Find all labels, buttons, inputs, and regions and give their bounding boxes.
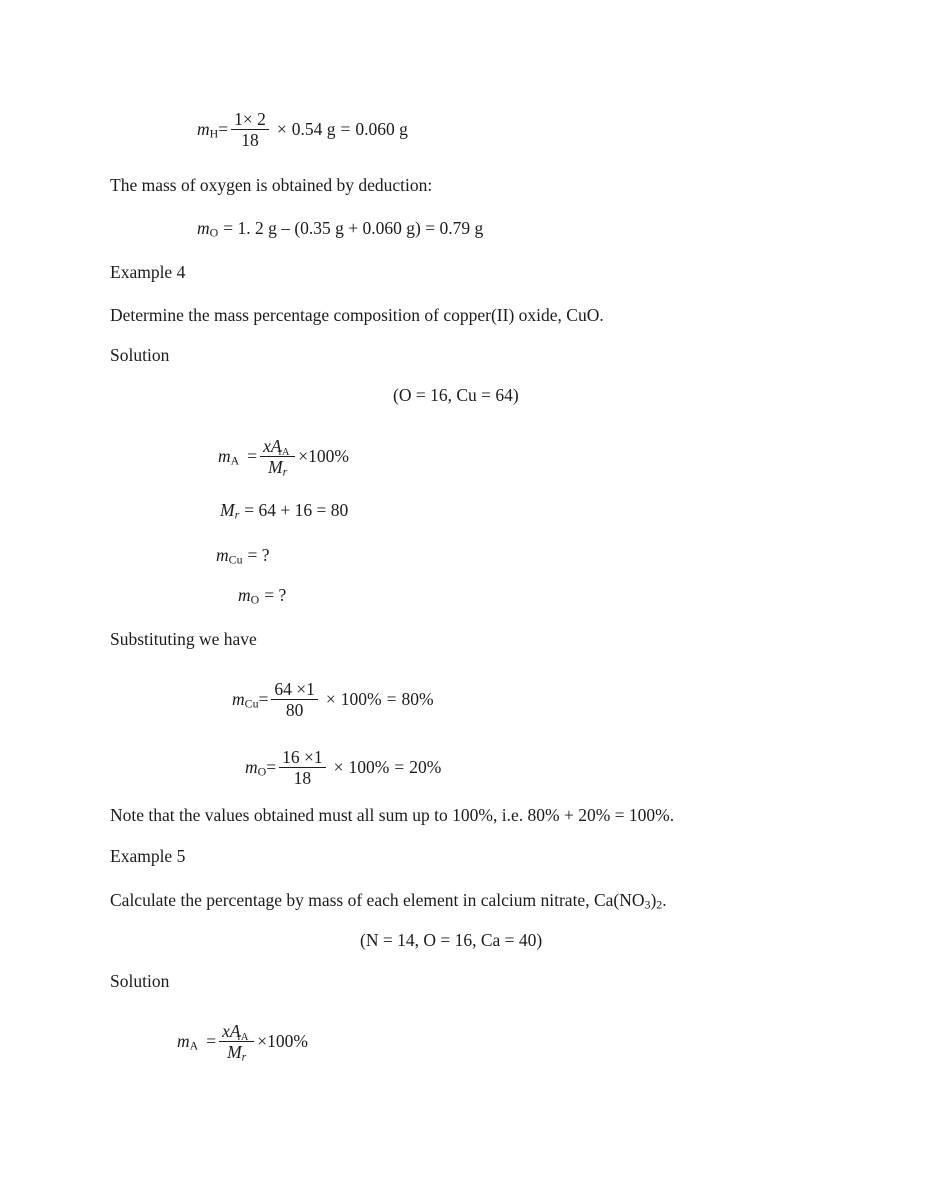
paragraph-note-sum: Note that the values obtained must all sum up to 100%, i.e. 80% + 20% = 100%. (110, 805, 675, 825)
heading-solution-1: Solution (110, 345, 170, 365)
factor-value: 0.54 g (291, 119, 336, 140)
fraction-numerator-x-ar: xArA (263, 436, 290, 458)
equation-m-o-unknown (238, 585, 286, 606)
equation-mass-hydrogen (197, 110, 408, 150)
factor-value: 100% (348, 757, 390, 778)
fraction-denominator-mr: $M_r$ (260, 456, 295, 476)
paragraph-example-5-question (110, 890, 667, 911)
equation-body: = ? (247, 545, 270, 565)
subscript-2: 2 (656, 897, 663, 912)
variable-m-o: $m_O$ (197, 218, 219, 240)
multiplication-sign: × (276, 119, 287, 140)
equation-general-percentage-formula-1 (218, 437, 349, 477)
fraction-numerator: 1× 2 (234, 109, 266, 129)
factor-value: 100% (340, 689, 382, 710)
fraction-denominator-mr: $M_r$ (219, 1041, 254, 1061)
times-100-percent: ×100% (298, 446, 349, 467)
fraction-denominator: 18 (231, 129, 269, 149)
fraction-numerator-x-ar: xArA (222, 1021, 249, 1043)
equation-m-cu-substituted (232, 680, 434, 720)
variable-m-h: $m_H$ (197, 119, 219, 141)
multiplication-sign: × (333, 757, 344, 778)
heading-example-4: Example 4 (110, 262, 186, 282)
fraction-64x1-over-80 (271, 680, 318, 720)
heading-example-5: Example 5 (110, 846, 186, 866)
times-100-percent: ×100% (257, 1031, 308, 1052)
fraction-denominator: 18 (279, 767, 326, 787)
subscript-3: 3 (644, 897, 651, 912)
equation-mass-oxygen-deduction (197, 218, 483, 239)
equals-sign: = (218, 119, 229, 140)
equation-m-cu-unknown (216, 545, 270, 566)
paragraph-oxygen-deduction-intro: The mass of oxygen is obtained by deduction: (110, 175, 433, 195)
fraction-denominator: 80 (271, 699, 318, 719)
fraction-numerator: 16 ×1 (282, 747, 323, 767)
fraction-xAr-over-Mr (260, 437, 295, 477)
paragraph-substituting: Substituting we have (110, 629, 257, 649)
equals-sign-2: = (394, 757, 405, 778)
question-text-post: . (662, 890, 667, 910)
equals-sign: = (206, 1031, 217, 1052)
fraction-numerator: 64 ×1 (274, 679, 315, 699)
fraction-1x2-over-18 (231, 110, 269, 150)
result-value: 80% (401, 689, 434, 710)
heading-solution-2: Solution (110, 971, 170, 991)
equals-sign: = (258, 689, 269, 710)
equals-sign-2: = (340, 119, 351, 140)
equation-body: = 64 + 16 = 80 (244, 500, 349, 520)
variable-m-a: $m_A$ (218, 446, 240, 468)
equation-general-percentage-formula-2 (177, 1022, 308, 1062)
variable-m-a: $m_A$ (177, 1031, 199, 1053)
result-value: 0.060 g (355, 119, 408, 140)
variable-m-cu: $m_{Cu}$ (232, 689, 259, 711)
equals-sign: = (247, 446, 258, 467)
variable-m-cu: $m_{Cu}$ (216, 545, 243, 567)
fraction-16x1-over-18 (279, 748, 326, 788)
fraction-xAr-over-Mr (219, 1022, 254, 1062)
line-atomic-masses-cuo: (O = 16, Cu = 64) (393, 385, 519, 405)
equation-body: = ? (264, 585, 287, 605)
equals-sign: = (266, 757, 277, 778)
paragraph-example-4-question: Determine the mass percentage composition of copper(II) oxide, CuO. (110, 305, 604, 325)
equation-body: = 1. 2 g – (0.35 g + 0.060 g) = 0.79 g (223, 218, 484, 238)
result-value: 20% (409, 757, 442, 778)
equation-m-o-substituted (245, 748, 441, 788)
equation-mr-cuo (220, 500, 348, 521)
variable-m-o: $m_O$ (245, 757, 267, 779)
multiplication-sign: × (325, 689, 336, 710)
question-text-pre: Calculate the percentage by mass of each element in calcium nitrate, Ca(NO (110, 890, 645, 910)
equals-sign-2: = (386, 689, 397, 710)
variable-m-o: $m_O$ (238, 585, 260, 607)
line-atomic-masses-calcium-nitrate: (N = 14, O = 16, Ca = 40) (360, 930, 543, 950)
variable-mr: $M_r$ (220, 500, 240, 522)
question-text-mid: ) (650, 890, 657, 910)
